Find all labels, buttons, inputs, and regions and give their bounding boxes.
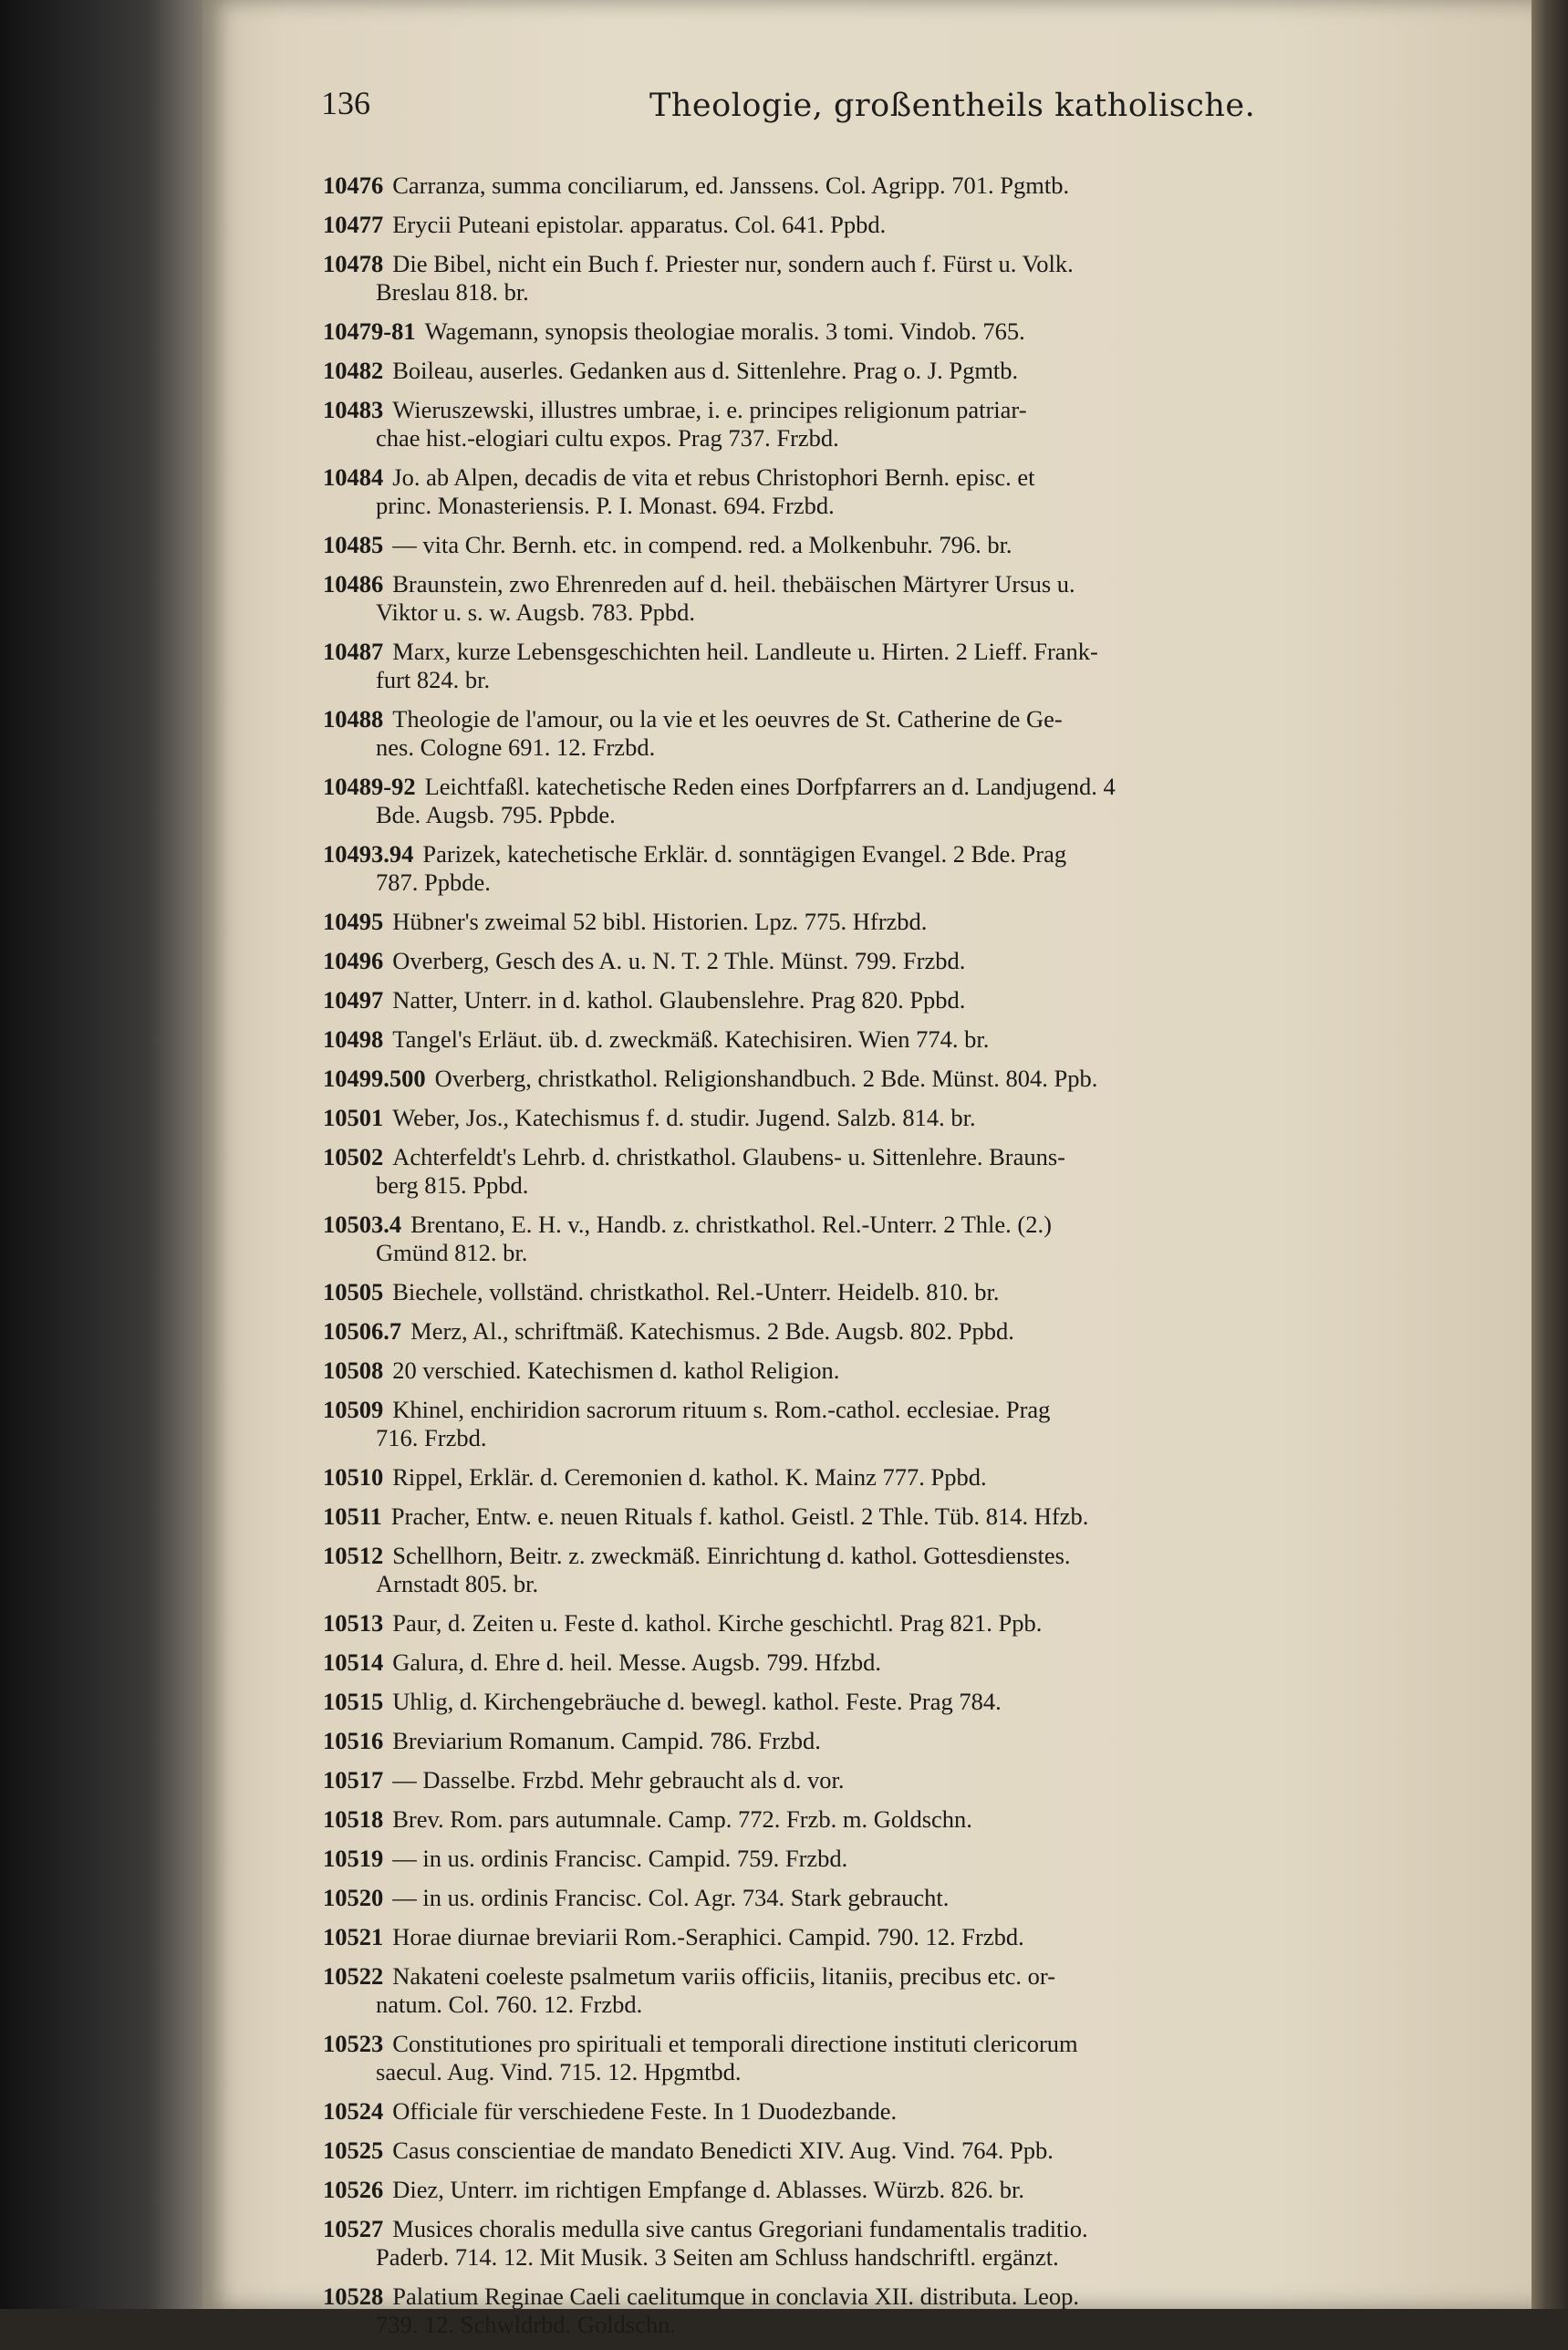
page-header [321,84,1498,139]
catalogue-entry [323,773,1495,829]
entry-text: Paur, d. Zeiten u. Feste d. kathol. Kirche geschichtl. Prag 821. Ppb. [392,1609,1043,1637]
entry-text: Officiale für verschiedene Feste. In 1 Duodezbande. [392,2097,898,2125]
entry-number: 10495 [323,908,384,935]
catalogue-entry [323,2030,1495,2086]
catalogue-entry [323,531,1495,559]
catalogue-entry [323,908,1495,936]
entry-text: Hübner's zweimal 52 bibl. Historien. Lpz. 775. Hfrzbd. [392,908,928,935]
catalogue-entry [323,396,1495,452]
entry-number: 10477 [323,211,384,238]
entry-number: 10484 [323,463,384,491]
catalogue-entry [323,2176,1495,2204]
entry-text: Diez, Unterr. im richtigen Empfange d. Ablasses. Würzb. 826. br. [392,2176,1025,2203]
entry-continuation: Breslau 818. br. [376,278,529,306]
catalogue-entry [323,463,1495,520]
entry-text: — in us. ordinis Francisc. Campid. 759. Frzbd. [392,1845,848,1872]
entry-continuation: nes. Cologne 691. 12. Frzbd. [376,733,656,761]
catalogue-entry [323,1143,1495,1200]
entry-continuation: 739. 12. Schwldrbd. Goldschn. [376,2311,677,2338]
entry-number: 10523 [323,2030,384,2057]
entry-text: Brev. Rom. pars autumnale. Camp. 772. Frzb. m. Goldschn. [392,1805,972,1833]
entry-continuation: saecul. Aug. Vind. 715. 12. Hpgmtbd. [376,2058,742,2085]
book-page [202,0,1534,2338]
entry-continuation: Gmünd 812. br. [376,1239,528,1266]
catalogue-entry [323,1396,1495,1452]
entry-text: Brentano, E. H. v., Handb. z. christkathol. Rel.-Unterr. 2 Thle. (2.) [410,1211,1052,1238]
entry-text: Schellhorn, Beitr. z. zweckmäß. Einrichtung d. kathol. Gottesdienstes. [392,1542,1071,1569]
entry-number: 10514 [323,1648,384,1676]
entry-number: 10493.94 [323,840,414,868]
entry-number: 10520 [323,1884,384,1911]
entry-number: 10515 [323,1688,384,1715]
entry-number: 10489-92 [323,773,416,800]
catalogue-entry [323,840,1495,897]
running-title: Theologie, großentheils katholische. [649,88,1256,124]
entry-continuation: natum. Col. 760. 12. Frzbd. [376,1991,643,2018]
catalogue-entry [323,1542,1495,1598]
entry-text: Nakateni coeleste psalmetum variis officiis, litaniis, precibus etc. or- [392,1962,1056,1990]
entry-text: Overberg, Gesch des A. u. N. T. 2 Thle. Münst. 799. Frzbd. [392,947,966,974]
entry-number: 10516 [323,1727,384,1754]
catalogue-entry [323,1845,1495,1873]
entry-continuation: berg 815. Ppbd. [376,1171,529,1199]
entry-number: 10527 [323,2215,384,2242]
entry-text: Braunstein, zwo Ehrenreden auf d. heil. thebäischen Märtyrer Ursus u. [392,570,1075,598]
entry-number: 10479-81 [323,317,416,345]
catalogue-entry [323,1688,1495,1716]
entry-text: Uhlig, d. Kirchengebräuche d. bewegl. kathol. Feste. Prag 784. [392,1688,1002,1715]
entry-text: Natter, Unterr. in d. kathol. Glaubenslehre. Prag 820. Ppbd. [392,986,966,1014]
entry-number: 10512 [323,1542,384,1569]
entry-number: 10511 [323,1503,382,1530]
catalogue-entry [323,1648,1495,1677]
entry-continuation: 787. Ppbde. [376,868,491,896]
entry-number: 10498 [323,1025,384,1053]
entry-number: 10482 [323,357,384,384]
entry-number: 10499.500 [323,1065,426,1092]
catalogue-entry [323,1962,1495,2019]
catalogue-entry [323,1609,1495,1638]
catalogue-entry [323,1357,1495,1385]
book-binding [0,0,210,2309]
entry-number: 10524 [323,2097,384,2125]
entry-number: 10503.4 [323,1211,402,1238]
entry-text: Overberg, christkathol. Religionshandbuch. 2 Bde. Münst. 804. Ppb. [434,1065,1098,1092]
catalogue-entry [323,570,1495,627]
entry-number: 10497 [323,986,384,1014]
entry-text: Biechele, vollständ. christkathol. Rel.-Unterr. Heidelb. 810. br. [392,1278,1000,1305]
entry-number: 10485 [323,531,384,558]
entry-text: — in us. ordinis Francisc. Col. Agr. 734. Stark gebraucht. [392,1884,950,1911]
entry-continuation: Arnstadt 805. br. [376,1570,539,1597]
entry-text: Palatium Reginae Caeli caelitumque in conclavia XII. distributa. Leop. [392,2282,1080,2310]
entry-number: 10486 [323,570,384,598]
entry-number: 10526 [323,2176,384,2203]
catalogue-entry [323,1025,1495,1054]
entry-text: Jo. ab Alpen, decadis de vita et rebus Christophori Bernh. episc. et [392,463,1035,491]
entry-text: — vita Chr. Bernh. etc. in compend. red. a Molkenbuhr. 796. br. [392,531,1012,558]
entry-number: 10487 [323,638,384,665]
catalogue-entry [323,1065,1495,1093]
entry-text: Merz, Al., schriftmäß. Katechismus. 2 Bde. Augsb. 802. Ppbd. [410,1317,1014,1345]
catalogue-entry [323,1503,1495,1531]
entry-text: Carranza, summa conciliarum, ed. Janssens. Col. Agripp. 701. Pgmtb. [392,172,1070,199]
entry-number: 10488 [323,705,384,733]
entry-number: 10513 [323,1609,384,1637]
entry-continuation: Viktor u. s. w. Augsb. 783. Ppbd. [376,598,696,626]
entry-text: Leichtfaßl. katechetische Reden eines Dorfpfarrers an d. Landjugend. 4 [424,773,1116,800]
entry-number: 10506.7 [323,1317,402,1345]
catalogue-entry [323,2215,1495,2272]
catalogue-entries [323,172,1495,2350]
entry-text: Khinel, enchiridion sacrorum rituum s. Rom.-cathol. ecclesiae. Prag [392,1396,1051,1423]
catalogue-entry [323,1884,1495,1912]
entry-text: Wagemann, synopsis theologiae moralis. 3 tomi. Vindob. 765. [424,317,1025,345]
entry-number: 10501 [323,1104,384,1131]
entry-text: 20 verschied. Katechismen d. kathol Religion. [392,1357,840,1384]
entry-text: Achterfeldt's Lehrb. d. christkathol. Glaubens- u. Sittenlehre. Brauns- [392,1143,1065,1170]
catalogue-entry [323,1278,1495,1306]
entry-number: 10518 [323,1805,384,1833]
entry-continuation: Paderb. 714. 12. Mit Musik. 3 Seiten am Schluss handschriftl. ergänzt. [376,2243,1059,2271]
catalogue-entry [323,1805,1495,1834]
catalogue-entry [323,705,1495,762]
entry-number: 10478 [323,250,384,277]
entry-text: Tangel's Erläut. üb. d. zweckmäß. Katechisiren. Wien 774. br. [392,1025,990,1053]
catalogue-entry [323,2282,1495,2339]
entry-text: Parizek, katechetische Erklär. d. sonntägigen Evangel. 2 Bde. Prag [422,840,1067,868]
catalogue-entry [323,1727,1495,1755]
entry-text: Musices choralis medulla sive cantus Gregoriani fundamentalis traditio. [392,2215,1088,2242]
entry-number: 10483 [323,396,384,423]
entry-text: Constitutiones pro spirituali et temporali directione instituti clericorum [392,2030,1078,2057]
catalogue-entry [323,2097,1495,2126]
entry-text: Rippel, Erklär. d. Ceremonien d. kathol. K. Mainz 777. Ppbd. [392,1463,987,1491]
catalogue-entry [323,357,1495,385]
entry-text: Horae diurnae breviarii Rom.-Seraphici. Campid. 790. 12. Frzbd. [392,1923,1024,1950]
entry-number: 10521 [323,1923,384,1950]
entry-number: 10509 [323,1396,384,1423]
entry-number: 10496 [323,947,384,974]
catalogue-entry [323,2137,1495,2165]
entry-continuation: 716. Frzbd. [376,1424,487,1451]
entry-number: 10476 [323,172,384,199]
catalogue-entry [323,638,1495,694]
entry-text: Galura, d. Ehre d. heil. Messe. Augsb. 799. Hfzbd. [392,1648,882,1676]
catalogue-entry [323,1211,1495,1267]
entry-text: Casus conscientiae de mandato Benedicti XIV. Aug. Vind. 764. Ppb. [392,2137,1054,2164]
catalogue-entry [323,1317,1495,1346]
entry-text: Die Bibel, nicht ein Buch f. Priester nur, sondern auch f. Fürst u. Volk. [392,250,1074,277]
catalogue-entry [323,1923,1495,1951]
entry-text: Erycii Puteani epistolar. apparatus. Col. 641. Ppbd. [392,211,887,238]
next-page-edge [1532,0,1568,2309]
entry-number: 10502 [323,1143,384,1170]
entry-text: Breviarium Romanum. Campid. 786. Frzbd. [392,1727,821,1754]
entry-number: 10508 [323,1357,384,1384]
entry-continuation: Bde. Augsb. 795. Ppbde. [376,801,616,828]
entry-continuation: princ. Monasteriensis. P. I. Monast. 694. Frzbd. [376,492,835,519]
entry-text: Marx, kurze Lebensgeschichten heil. Landleute u. Hirten. 2 Lieff. Frank- [392,638,1098,665]
entry-continuation: chae hist.-elogiari cultu expos. Prag 737. Frzbd. [376,424,839,452]
catalogue-entry [323,947,1495,975]
entry-number: 10522 [323,1962,384,1990]
entry-text: Boileau, auserles. Gedanken aus d. Sittenlehre. Prag o. J. Pgmtb. [392,357,1019,384]
entry-number: 10525 [323,2137,384,2164]
catalogue-entry [323,317,1495,346]
catalogue-entry [323,172,1495,200]
entry-text: Pracher, Entw. e. neuen Rituals f. kathol. Geistl. 2 Thle. Tüb. 814. Hfzb. [390,1503,1089,1530]
entry-number: 10517 [323,1766,384,1794]
page-number: 136 [321,85,370,121]
entry-number: 10505 [323,1278,384,1305]
entry-text: Theologie de l'amour, ou la vie et les oeuvres de St. Catherine de Ge- [392,705,1063,733]
catalogue-entry [323,986,1495,1014]
catalogue-entry [323,1104,1495,1132]
entry-number: 10519 [323,1845,384,1872]
entry-continuation: furt 824. br. [376,666,491,693]
entry-text: Wieruszewski, illustres umbrae, i. e. principes religionum patriar- [392,396,1027,423]
catalogue-entry [323,250,1495,307]
catalogue-entry [323,1766,1495,1794]
entry-number: 10528 [323,2282,384,2310]
entry-number: 10510 [323,1463,384,1491]
entry-text: Weber, Jos., Katechismus f. d. studir. Jugend. Salzb. 814. br. [392,1104,976,1131]
entry-text: — Dasselbe. Frzbd. Mehr gebraucht als d. vor. [392,1766,845,1794]
catalogue-entry [323,1463,1495,1492]
catalogue-entry [323,211,1495,239]
